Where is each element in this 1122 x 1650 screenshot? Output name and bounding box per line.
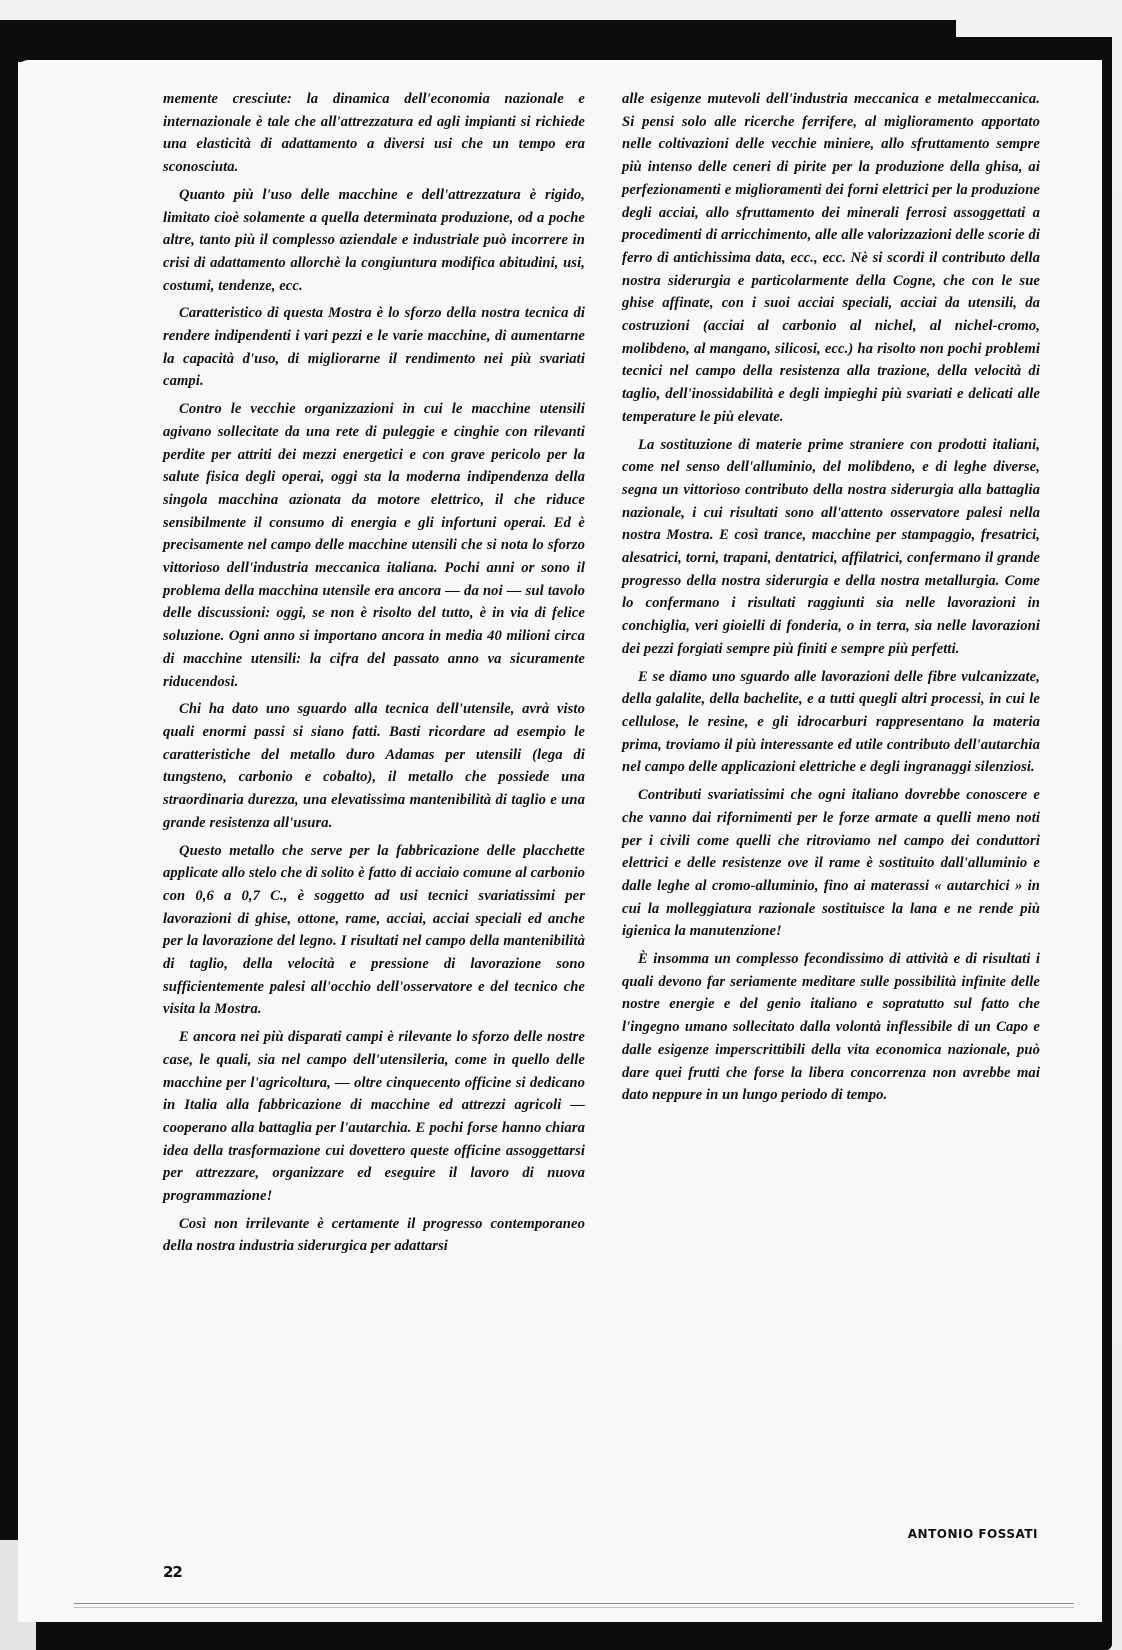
author-signature: ANTONIO FOSSATI [907, 1527, 1038, 1541]
paragraph: Caratteristico di questa Mostra è lo sforzo della nostra tecnica di rendere indipendenti i vari pezzi e le varie macchine, di aumentarne la capacità d'uso, di migliorarne il rendimento nei più svariati campi. [163, 305, 585, 390]
paragraph: È insomma un complesso fecondissimo di attività e di risultati i quali devono far seriamente meditare sulle possibilità infinite delle nostre energie e del genio italiano e sopratutto sul fatto che l'ingegno umano sollecitato dalla volontà inflessibile di un Capo e dalle esigenze imperscrittibili della vita economica nazionale, può dare quei frutti che forse la libera concorrenza non avrebbe mai dato neppure in un lungo periodo di tempo. [622, 951, 1040, 1104]
frame-bottom-border [36, 1622, 1112, 1650]
paragraph: E se diamo uno sguardo alle lavorazioni delle fibre vulcanizzate, della galalite, della bachelite, e a tutti quegli altri processi, in cui le cellulose, le resine, e gli idrocarburi rappresentano la materia prima, troviamo il più interessante ed utile contributo dell'autarchia nel campo delle applicazioni elettriche e degli ingranaggi silenziosi. [622, 668, 1040, 776]
paragraph: alle esigenze mutevoli dell'industria meccanica e metalmeccanica. Si pensi solo alle ricerche ferrifere, al miglioramento apportato nelle coltivazioni delle vecchie miniere, allo sfruttamento sempre più intenso delle ceneri di pirite per la produzione della ghisa, ai perfezionamenti e miglioramenti dei forni elettrici per la produzione degli acciai, allo sfruttamento dei minerali ferrosi assoggettati a procedimenti di arricchimento, alle alle valorizzazioni delle scorie di ferro di antichissima data, ecc., ecc. Nè si scordi il contributo della nostra siderurgia e particolarmente della Cogne, che con le sue ghise affinate, con i suoi acciai speciali, acciai da utensili, da costruzioni (acciai al carbonio al nichel, al nichel-cromo, molibdeno, al mangano, silicosi, ecc.) ha risolto non pochi problemi tecnici nel campo della resistenza alla trazione, della velocità di taglio, dell'inossidabilità e degli impieghi più svariati e delicati alle temperature le più elevate. [622, 91, 1040, 425]
frame-left-border [0, 37, 18, 1650]
page-number: 22 [163, 1563, 182, 1581]
left-column [163, 88, 585, 1263]
frame-top-border [0, 37, 1112, 62]
frame-right-border [1102, 37, 1112, 1622]
right-column [622, 88, 1040, 1112]
paragraph: memente cresciute: la dinamica dell'economia nazionale e internazionale è tale che all'attrezzatura ed agli impianti si richiede una elasticità di adattamento a diversi usi che un tempo era sconosciuta. [163, 91, 585, 176]
paragraph: Contributi svariatissimi che ogni italiano dovrebbe conoscere e che vanno dai rifornimenti per le forze armate a quelli meno noti per i civili come quelli che ritroviamo nel campo dei conduttori elettrici e delle resistenze ove il rame è sostituito dall'alluminio e dalle leghe al cromo-alluminio, fino ai materassi « autarchici » in cui la molleggiatura razionale sostituisce la lana e ne rende più igienica la manutenzione! [622, 787, 1040, 940]
bottom-rule [74, 1603, 1074, 1608]
paragraph: Così non irrilevante è certamente il progresso contemporaneo della nostra industria siderurgica per adattarsi [163, 1215, 585, 1255]
paragraph: E ancora nei più disparati campi è rilevante lo sforzo delle nostre case, le quali, sia nel campo dell'utensileria, come in quello delle macchine per l'agricoltura, — oltre cinquecento officine si dedicano in Italia alla fabbricazione di macchine ed attrezzi agricoli — cooperano alla battaglia per l'autarchia. E pochi forse hanno chiara idea della trasformazione cui dovettero queste officine assoggettarsi per attrezzare, organizzare ed eseguire il lavoro di nuova programmazione! [163, 1029, 585, 1205]
paragraph: Questo metallo che serve per la fabbricazione delle placchette applicate allo stelo che di solito è fatto di acciaio comune al carbonio con 0,6 a 0,7 C., è soggetto ad usi tecnici svariatissimi per lavorazioni di ghise, ottone, rame, acciai, acciai speciali ed anche per la lavorazione del legno. I risultati nel campo della mantenibilità di taglio, della velocità e pressione di lavorazione sono sufficientemente palesi all'occhio dell'osservatore e del tecnico che visita la Mostra. [163, 842, 585, 1018]
paragraph: Quanto più l'uso delle macchine e dell'attrezzatura è rigido, limitato cioè solamente a quella determinata produzione, od a poche altre, tanto più il complesso aziendale e industriale può incorrere in crisi di adattamento allorchè la congiuntura modifica abitudini, usi, costumi, tendenze, ecc. [163, 186, 585, 294]
paragraph: Chi ha dato uno sguardo alla tecnica dell'utensile, avrà visto quali enormi passi si siano fatti. Basti ricordare ad esempio le caratteristiche del metallo duro Adamas per utensili (lega di tungsteno, carbonio e cobalto), il metallo che possiede una straordinaria durezza, una elevatissima mantenibilità di taglio e una grande resistenza all'usura. [163, 701, 585, 831]
paragraph: Contro le vecchie organizzazioni in cui le macchine utensili agivano sollecitate da una rete di puleggie e cinghie con rilevanti perdite per attriti dei mezzi energetici e con grave pericolo per la salute fisica degli operai, oggi sta la moderna indipendenza della singola macchina azionata da motore elettrico, il che riduce sensibilmente il consumo di energia e gli infortuni operai. Ed è precisamente nel campo delle macchine utensili che si nota lo sforzo vittorioso dell'industria meccanica italiana. Pochi anni or sono il problema della macchina utensile era ancora — da noi — sul tavolo delle discussioni: oggi, se non è risolto del tutto, è in via di felice soluzione. Ogni anno si importano ancora in media 40 milioni circa di macchine utensili: la cifra del passato anno va sicuramente riducendosi. [163, 401, 585, 690]
paragraph: La sostituzione di materie prime straniere con prodotti italiani, come nel senso dell'alluminio, del molibdeno, e di leghe diverse, segna un vittorioso contributo della nostra siderurgia alla battaglia nazionale, i cui risultati sono all'attento osservatore palesi nella nostra Mostra. E così trance, macchine per stampaggio, fresatrici, alesatrici, torni, trapani, dentatrici, affilatrici, confermano il grande progresso della nostra siderurgia e della nostra metallurgia. Come lo confermano i risultati raggiunti sia nelle lavorazioni in conchiglia, veri gioielli di fonderia, o in terra, sia nelle lavorazioni dei pezzi forgiati sempre più finiti e sempre più perfetti. [622, 436, 1040, 657]
